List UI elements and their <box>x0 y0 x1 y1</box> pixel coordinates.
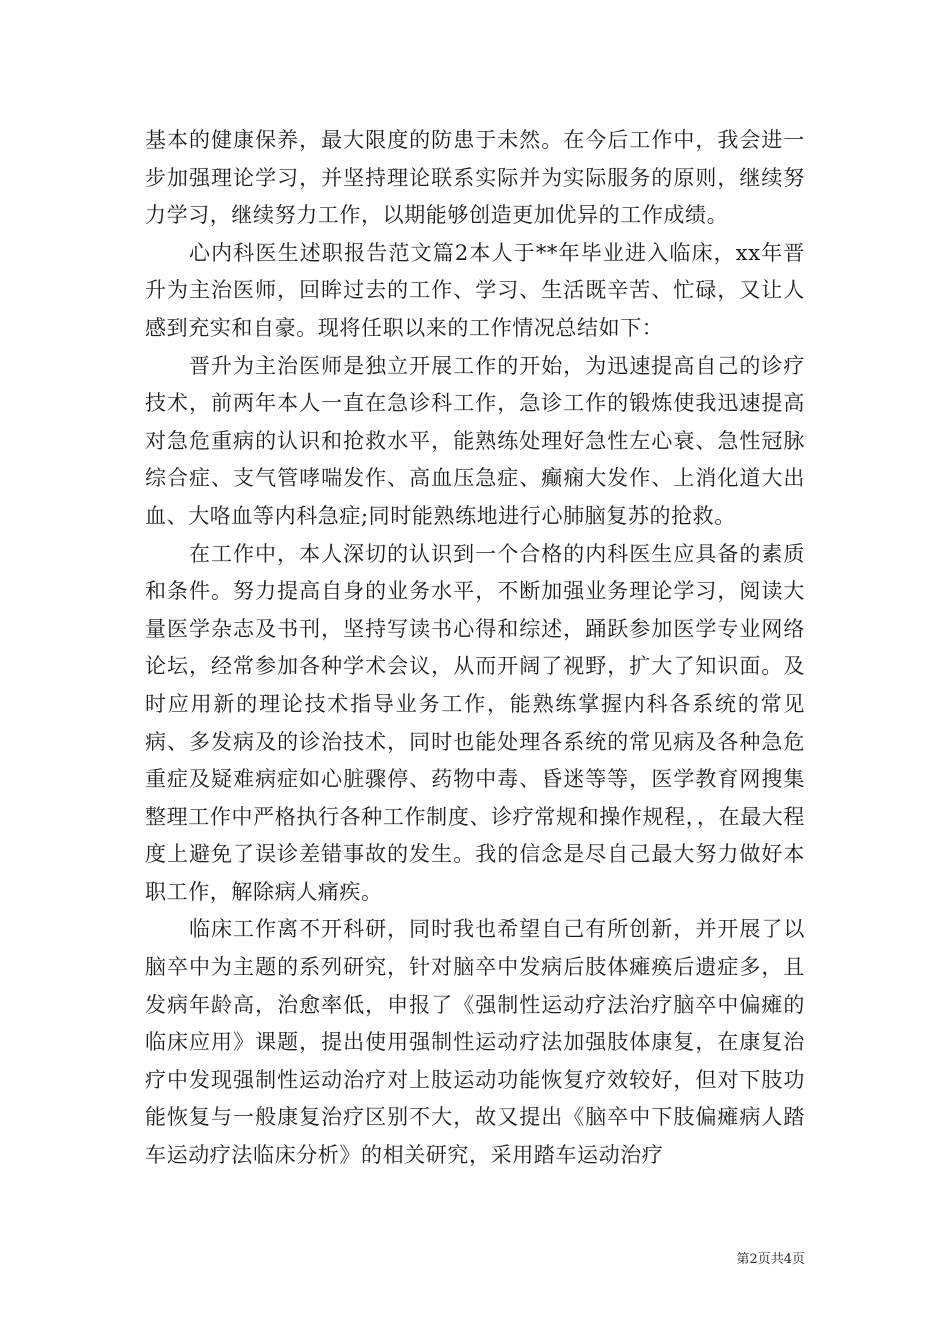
body-text <box>145 122 805 1175</box>
paragraph-clinical-research: 临床工作离不开科研，同时我也希望自己有所创新，并开展了以脑卒中为主题的系列研究，针对脑卒中发病后肢体瘫痪后遗症多，且发病年龄高，治愈率低，申报了《强制性运动疗法治疗脑卒中偏瘫的临床应用》课题，提出使用强制性运动疗法加强肢体康复，在康复治疗中发现强制性运动治疗对上肢运动功能恢复疗效较好，但对下肢功能恢复与一般康复治疗区别不大，故又提出《脑卒中下肢偏瘫病人踏车运动疗法临床分析》的相关研究，采用踏车运动治疗 <box>145 917 805 1168</box>
paragraph-continued: 基本的健康保养，最大限度的防患于未然。在今后工作中，我会进一步加强理论学习，并坚持理论联系实际并为实际服务的原则，继续努力学习，继续努力工作，以期能够创造更加优异的工作成绩。 <box>145 128 805 228</box>
paragraph-professional-study: 在工作中，本人深切的认识到一个合格的内科医生应具备的素质和条件。努力提高自身的业务水平，不断加强业务理论学习，阅读大量医学杂志及书刊，坚持写读书心得和综述，踊跃参加医学专业网络论坛，经常参加各种学术会议，从而开阔了视野，扩大了知识面。及时应用新的理论技术指导业务工作，能熟练掌握内科各系统的常见病、多发病及的诊治技术，同时也能处理各系统的常见病及各种急危重症及疑难病症如心脏骤停、药物中毒、昏迷等等，医学教育网搜集整理工作中严格执行各种工作制度、诊疗常规和操作规程，，在最大程度上避免了误诊差错事故的发生。我的信念是尽自己最大努力做好本职工作，解除病人痛疾。 <box>145 541 805 904</box>
paragraph-emergency-work: 晋升为主治医师是独立开展工作的开始，为迅速提高自己的诊疗技术，前两年本人一直在急诊科工作，急诊工作的锻炼使我迅速提高对急危重病的认识和抢救水平，能熟练处理好急性左心衰、急性冠脉综合症、支气管哮喘发作、高血压急症、癫痫大发作、上消化道大出血、大咯血等内科急症;同时能熟练地进行心肺脑复苏的抢救。 <box>145 353 805 528</box>
paragraph-report-intro: 心内科医生述职报告范文篇2本人于**年毕业进入临床，xx年晋升为主治医师，回眸过去的工作、学习、生活既辛苦、忙碌，又让人感到充实和自豪。现将任职以来的工作情况总结如下： <box>145 240 805 340</box>
page-number: 第2页共4页 <box>736 1252 805 1267</box>
